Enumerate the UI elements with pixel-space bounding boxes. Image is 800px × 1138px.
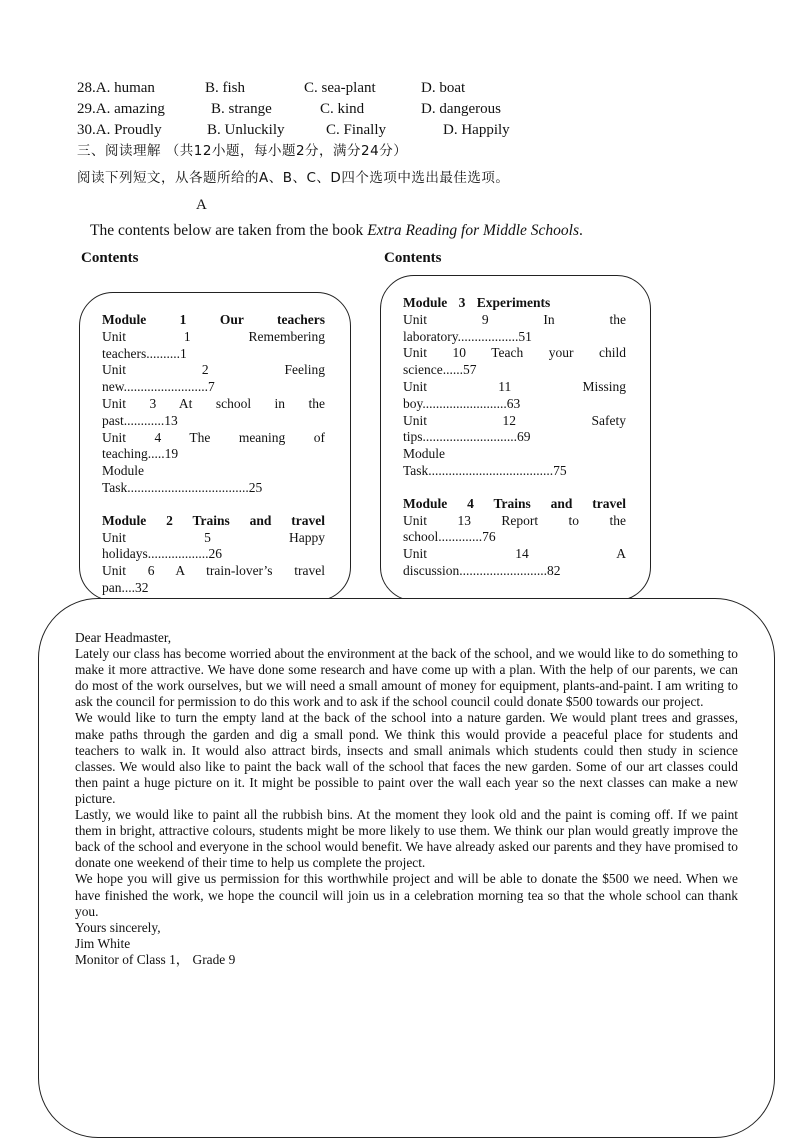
contents-box-right [380, 275, 651, 601]
contents-right-list [403, 295, 626, 580]
question-number: 29. [77, 101, 96, 117]
option-d: D. Happily [443, 122, 510, 138]
letter-closing: Yours sincerely, [75, 919, 161, 935]
unit-12-page: tips............................69 [403, 429, 531, 445]
question-number: 28. [77, 80, 96, 96]
letter-signature-name: Jim White [75, 935, 131, 951]
question-28-options [77, 78, 677, 98]
module-1-task-entry: Module [102, 463, 144, 479]
module-3-title: Module 3 Experiments [403, 295, 551, 310]
letter-paragraph-1: Lately our class has become worried about the environment at the back of the school, and we would like to do something to make it more attractive. We have done some research and have come up with a plan. With the help of our parents, we can do most of the work ourselves, but we will need a small amount of money for equipment, plants-and-paint. I am writing to ask the council for permission to do this work and to ask if the school council could donate $500 towards our project. [75, 646, 738, 710]
unit-11-entry: Unit 11 Missing [403, 378, 626, 394]
letter-signature-title: Monitor of Class 1， Grade 9 [75, 951, 236, 967]
letter-paragraph-3: Lastly, we would like to paint all the rubbish bins. At the moment they look old and the paint is coming off. If we paint them in bright, attractive colours, students might be more likely to use them. We think our plan would greatly improve the back of the school and everyone in the school would benefit. We have already asked our parents and they have promised to donate one weekend of their time to help us complete the project. [75, 807, 738, 871]
unit-4-page: teaching.....19 [102, 446, 179, 462]
unit-11-page: boy.........................63 [403, 395, 521, 411]
option-a: A. Proudly [95, 122, 162, 138]
module-3-task-entry: Module [403, 446, 445, 462]
unit-2-entry: Unit 2 Feeling [102, 362, 325, 378]
unit-9-page: laboratory..................51 [403, 328, 532, 344]
option-c: C. Finally [326, 122, 387, 138]
question-number: 30. [77, 122, 96, 138]
unit-14-entry: Unit 14 A [403, 546, 626, 562]
unit-12-entry: Unit 12 Safety [403, 412, 626, 428]
option-c: C. kind [320, 101, 365, 117]
unit-6-entry: Unit 6 A train-lover’s travel [102, 563, 325, 579]
option-b: B. strange [211, 101, 272, 117]
intro-text: The contents below are taken from the book [90, 222, 368, 239]
option-a: A. amazing [95, 101, 165, 117]
unit-10-page: science......57 [403, 362, 477, 378]
option-d: D. boat [421, 80, 466, 96]
letter [75, 630, 738, 968]
module-2-title: Module 2 Trains and travel [102, 512, 325, 528]
unit-13-page: school.............76 [403, 529, 496, 545]
contents-left-list [102, 312, 325, 597]
option-a: A. human [95, 80, 155, 96]
option-c: C. sea-plant [304, 80, 376, 96]
intro-period: . [579, 222, 583, 239]
passage-label: A [196, 197, 207, 213]
unit-2-page: new.........................7 [102, 379, 215, 395]
module-1-task-page: Task....................................25 [102, 479, 263, 495]
contents-heading-left: Contents [81, 250, 139, 266]
unit-6-page: pan....32 [102, 579, 149, 595]
unit-4-entry: Unit 4 The meaning of [102, 429, 325, 445]
unit-1-page: teachers..........1 [102, 345, 187, 361]
letter-paragraph-2: We would like to turn the empty land at the back of the school into a nature garden. We would plant trees and grasses, make paths through the garden and dig a small pond. We think this would provide a peaceful place for students and teachers to walk in. It would also attract birds, insects and small animals which students could then study in science classes. We would also like to paint the back wall of the school that faces the new garden. Some of our art classes could then paint a huge picture on it. It might be possible to paint over the wall each year so the next classes can make a new picture. [75, 710, 738, 806]
question-29-options [77, 99, 677, 119]
instruction: 阅读下列短文，从各题所给的A、B、C、D四个选项中选出最佳选项。 [77, 170, 510, 186]
option-d: D. dangerous [421, 101, 501, 117]
contents-heading-right: Contents [384, 250, 442, 266]
contents-box-left [79, 292, 351, 601]
unit-3-entry: Unit 3 At school in the [102, 395, 325, 411]
unit-10-entry: Unit 10 Teach your child [403, 345, 626, 361]
letter-paragraph-4: We hope you will give us permission for this worthwhile project and will be able to donate the $500 we need. When we have finished the work, we hope the council will join us in a celebration morning tea so that the whole school can thank you. [75, 871, 738, 919]
passage-intro [90, 221, 583, 241]
question-30-options [77, 120, 677, 140]
unit-3-page: past............13 [102, 412, 178, 428]
unit-9-entry: Unit 9 In the [403, 311, 626, 327]
unit-14-page: discussion..........................82 [403, 562, 561, 578]
letter-greeting: Dear Headmaster, [75, 630, 172, 645]
module-1-title: Module 1 Our teachers [102, 312, 325, 327]
unit-5-page: holidays..................26 [102, 546, 222, 562]
book-title: Extra Reading for Middle Schools [367, 222, 579, 239]
section-heading: 三、阅读理解 （共12小题，每小题2分，满分24分） [77, 143, 408, 159]
unit-5-entry: Unit 5 Happy [102, 529, 325, 545]
unit-13-entry: Unit 13 Report to the [403, 512, 626, 528]
option-b: B. Unluckily [207, 122, 285, 138]
module-3-task-page: Task.....................................75 [403, 462, 567, 478]
option-b: B. fish [205, 80, 246, 96]
unit-1-entry: Unit 1 Remembering [102, 328, 325, 344]
module-4-title: Module 4 Trains and travel [403, 495, 626, 511]
